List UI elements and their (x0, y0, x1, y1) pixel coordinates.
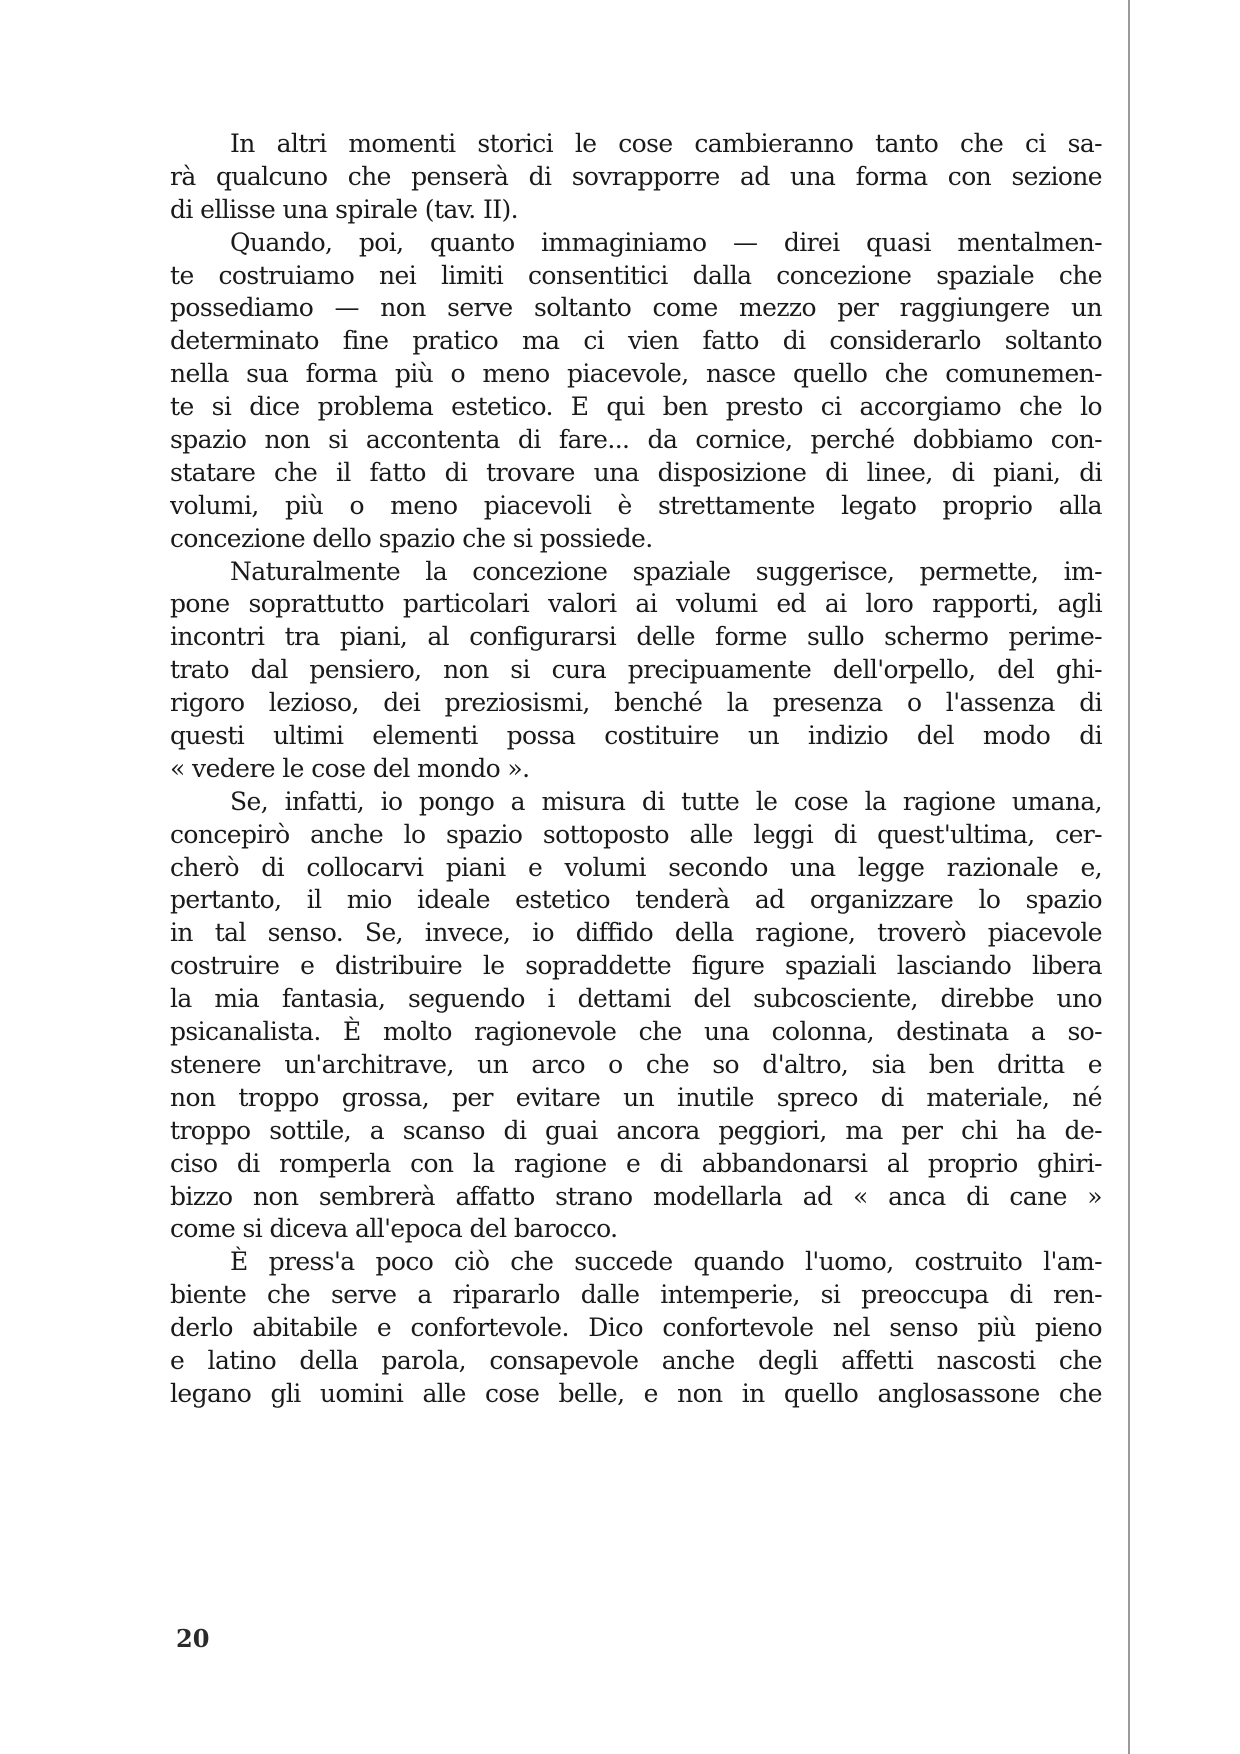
text-line: volumi, più o meno piacevoli è strettamente legato proprio alla (170, 490, 1102, 520)
text-line: stenere un'architrave, un arco o che so d'altro, sia ben dritta e (170, 1049, 1102, 1079)
body-text (170, 128, 1102, 1411)
text-line: rigoro lezioso, dei preziosismi, benché la presenza o l'assenza di (170, 688, 1102, 718)
text-line: costruire e distribuire le sopraddette figure spaziali lasciando libera (170, 951, 1102, 981)
text-line: incontri tra piani, al configurarsi delle forme sullo schermo perime- (170, 622, 1102, 652)
text-line: derlo abitabile e confortevole. Dico confortevole nel senso più pieno (170, 1313, 1102, 1343)
text-line: biente che serve a ripararlo dalle intemperie, si preoccupa di ren- (170, 1280, 1102, 1310)
paragraph (170, 1246, 1102, 1410)
paragraph (170, 227, 1102, 556)
text-line: di ellisse una spirale (tav. II). (170, 194, 519, 224)
page-number: 20 (176, 1624, 210, 1653)
text-line: concezione dello spazio che si possiede. (170, 523, 653, 553)
text-line: psicanalista. È molto ragionevole che una colonna, destinata a so- (170, 1017, 1102, 1047)
text-line: nella sua forma più o meno piacevole, nasce quello che comunemen- (170, 359, 1102, 389)
text-line: In altri momenti storici le cose cambieranno tanto che ci sa- (230, 129, 1102, 158)
text-line: statare che il fatto di trovare una disposizione di linee, di piani, di (170, 457, 1102, 487)
text-line: non troppo grossa, per evitare un inutile spreco di materiale, né (170, 1082, 1102, 1112)
text-line: concepirò anche lo spazio sottoposto alle leggi di quest'ultima, cer- (170, 819, 1102, 849)
text-line: È press'a poco ciò che succede quando l'uomo, costruito l'am- (230, 1247, 1102, 1277)
text-line: spazio non si accontenta di fare... da cornice, perché dobbiamo con- (170, 425, 1102, 455)
text-line: troppo sottile, a scanso di guai ancora peggiori, ma per chi ha de- (170, 1115, 1102, 1145)
text-line: determinato fine pratico ma ci vien fatto di considerarlo soltanto (170, 326, 1102, 356)
text-line: « vedere le cose del mondo ». (170, 753, 530, 783)
text-line: ciso di romperla con la ragione e di abbandonarsi al proprio ghiri- (170, 1148, 1102, 1178)
text-line: possediamo — non serve soltanto come mezzo per raggiungere un (170, 293, 1102, 323)
text-line: pertanto, il mio ideale estetico tenderà ad organizzare lo spazio (170, 885, 1102, 915)
text-line: come si diceva all'epoca del barocco. (170, 1214, 618, 1244)
text-line: e latino della parola, consapevole anche degli affetti nascosti che (170, 1345, 1102, 1375)
text-line: questi ultimi elementi possa costituire un indizio del modo di (170, 721, 1102, 751)
text-line: cherò di collocarvi piani e volumi secondo una legge razionale e, (170, 852, 1102, 882)
paragraph (170, 128, 1102, 227)
text-line: bizzo non sembrerà affatto strano modellarla ad « anca di cane » (170, 1181, 1102, 1211)
paragraph (170, 556, 1102, 786)
text-line: rà qualcuno che penserà di sovrapporre ad una forma con sezione (170, 161, 1102, 191)
text-line: pone soprattutto particolari valori ai volumi ed ai loro rapporti, agli (170, 589, 1102, 619)
text-line: legano gli uomini alle cose belle, e non in quello anglosassone che (170, 1378, 1102, 1408)
text-line: Naturalmente la concezione spaziale suggerisce, permette, im- (230, 556, 1102, 586)
text-line: Se, infatti, io pongo a misura di tutte le cose la ragione umana, (230, 786, 1102, 816)
text-line: te si dice problema estetico. E qui ben presto ci accorgiamo che lo (170, 392, 1102, 422)
text-line: in tal senso. Se, invece, io diffido della ragione, troverò piacevole (170, 918, 1102, 948)
paragraph (170, 786, 1102, 1246)
text-line: trato dal pensiero, non si cura precipuamente dell'orpello, del ghi- (170, 655, 1102, 685)
text-line: te costruiamo nei limiti consentitici dalla concezione spaziale che (170, 260, 1102, 290)
text-line: la mia fantasia, seguendo i dettami del subcosciente, direbbe uno (170, 984, 1102, 1014)
text-line: Quando, poi, quanto immaginiamo — direi quasi mentalmen- (230, 227, 1102, 257)
page-edge-divider (1128, 0, 1130, 1754)
